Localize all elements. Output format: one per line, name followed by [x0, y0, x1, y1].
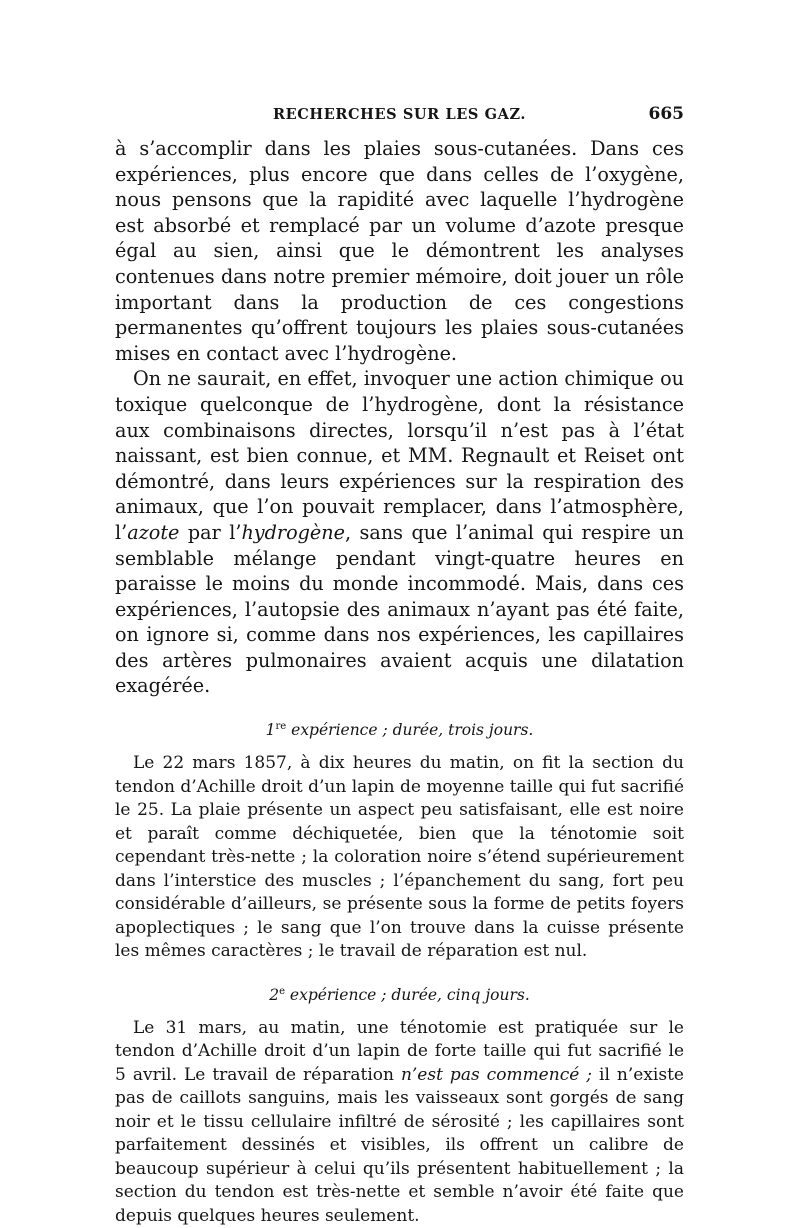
- experiment-number: 2: [269, 985, 280, 1004]
- ordinal-suffix: e: [279, 985, 285, 997]
- ordinal-suffix: re: [275, 721, 287, 733]
- paragraph-hydrogen-action: [115, 366, 684, 699]
- italic-term-azote: azote: [127, 520, 180, 544]
- paragraph-continuation: à s’accomplir dans les plaies sous-cutanées. Dans ces expériences, plus encore que dans celles de l’oxygène, nous pensons que la rapidité avec laquelle l’hydrogène est absorbé et remplacé par un volume d’azote presque égal au sien, ainsi que le démontrent les analyses contenues dans notre premier mémoire, doit jouer un rôle important dans la production de ces congestions permanentes qu’offrent toujours les plaies sous-cutanées mises en contact avec l’hydrogène.: [115, 137, 684, 365]
- italic-term-hydrogene: hydrogène: [241, 520, 345, 544]
- paragraph-text-part: , sans que l’animal qui respire un semblable mélange pendant vingt-quatre heures en paraisse le moins du monde incommodé. Mais, dans ces expériences, l’autopsie des animaux n’ayant pas été faite, on ignore si, comme dans nos expériences, les capillaires des artères pulmonaires avaient acquis une dilatation exagérée.: [115, 520, 684, 698]
- experiment-text-part: il n’existe pas de caillots sanguins, mais les vaisseaux sont gorgés de sang noir et le tissu cellulaire infiltré de sérosité ; les capillaires sont parfaitement dessinés et visibles, ils offrent un calibre de beaucoup supérieur à celui qu’ils présentent habituellement ; la section du tendon est très-nette et semble n’avoir été faite que depuis quelques heures seulement.: [115, 1064, 684, 1226]
- running-title: RECHERCHES SUR LES GAZ.: [272, 106, 527, 123]
- experiment-2-heading: [115, 982, 684, 1005]
- page-number: 665: [648, 104, 684, 124]
- experiment-1-body: [115, 752, 684, 964]
- italic-phrase: n’est pas commencé ;: [400, 1064, 593, 1085]
- paragraph-text-part: par l’: [179, 520, 242, 544]
- running-head: [115, 100, 684, 136]
- main-text: [115, 136, 684, 699]
- experiment-2-body: [115, 1017, 684, 1228]
- experiment-1-text: Le 22 mars 1857, à dix heures du matin, on fit la section du tendon d’Achille droit d’un lapin de moyenne taille qui fut sacrifié le 25. La plaie présente un aspect peu satisfaisant, elle est noire et paraît comme déchiquetée, bien que la ténotomie soit cependant très-nette ; la coloration noire s’étend supérieurement dans l’interstice des muscles ; l’épanchement du sang, fort peu considérable d’ailleurs, se présente sous la forme de petits foyers apoplectiques ; le sang que l’on trouve dans la cuisse présente les mêmes caractères ; le travail de réparation est nul.: [115, 753, 684, 962]
- experiment-title: expérience ; durée, cinq jours.: [285, 985, 530, 1004]
- experiment-title: expérience ; durée, trois jours.: [286, 721, 534, 740]
- paragraph-text-part: On ne saurait, en effet, invoquer une action chimique ou toxique quelconque de l’hydrogène, dont la résistance aux combinaisons directes, lorsqu’il n’est pas à l’état naissant, est bien connue, et MM. Regnault et Reiset ont démontré, dans leurs expériences sur la respiration des animaux, que l’on pouvait remplacer, dans l’atmosphère, l’: [115, 367, 684, 544]
- experiment-1-heading: [115, 717, 684, 740]
- experiment-number: 1: [265, 721, 276, 740]
- experiment-2-text: [115, 1017, 684, 1228]
- experiment-text-part: Le 31 mars, au matin, une ténotomie est pratiquée sur le tendon d’Achille droit d’un lapin de forte taille qui fut sacrifié le 5 avril. Le travail de réparation: [115, 1017, 684, 1085]
